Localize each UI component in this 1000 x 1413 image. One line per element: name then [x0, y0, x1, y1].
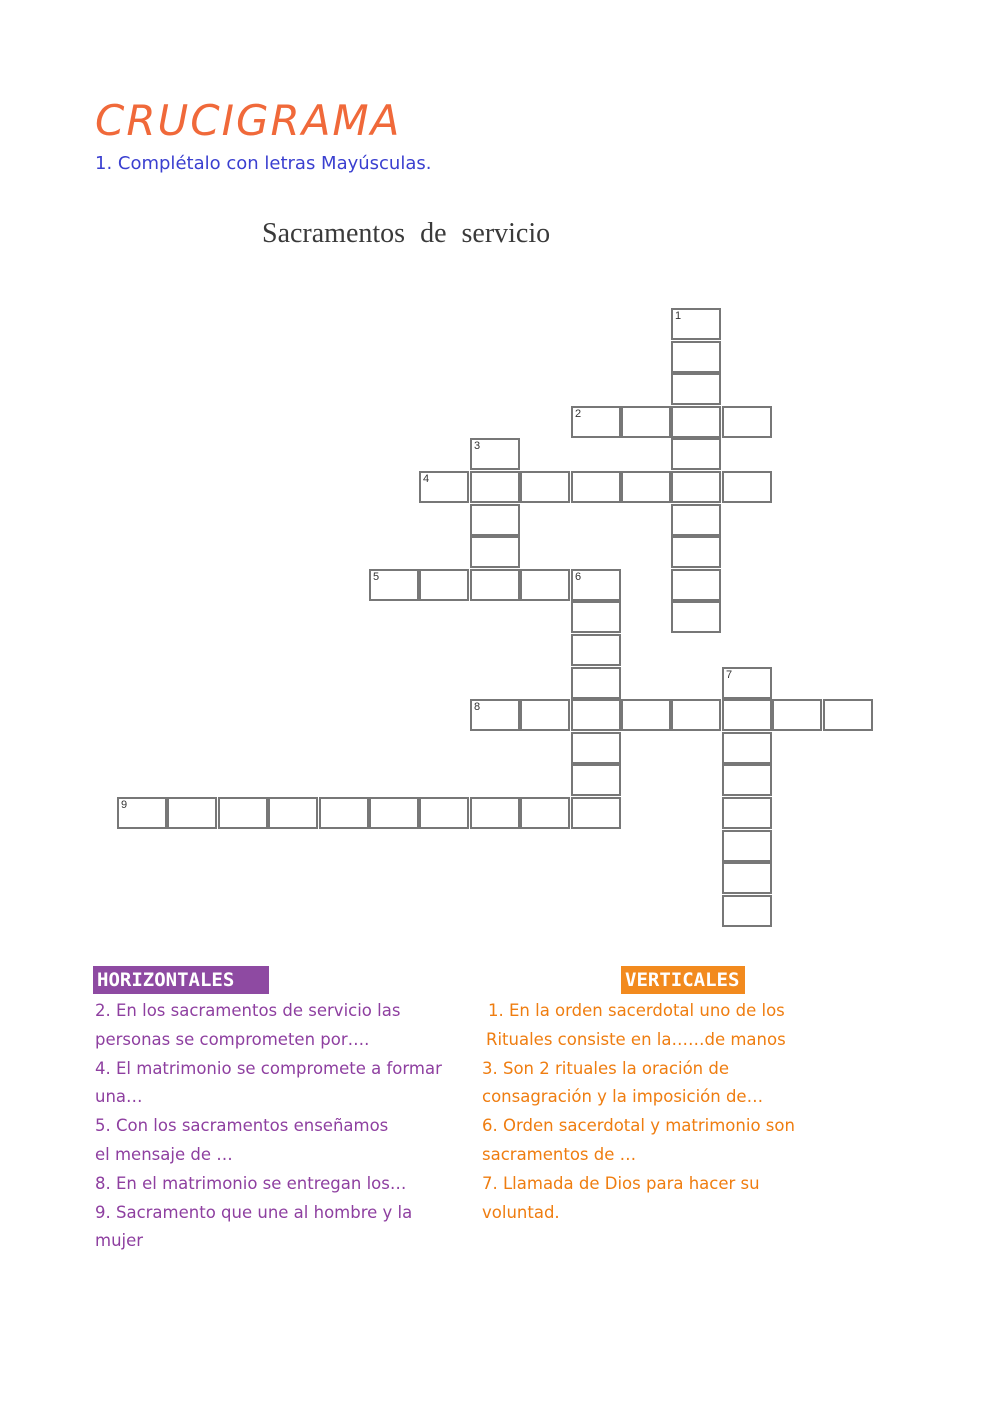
- crossword-cell[interactable]: [520, 569, 570, 601]
- clue-number: 2: [575, 408, 582, 420]
- crossword-cell[interactable]: [571, 699, 621, 731]
- crossword-cell[interactable]: [722, 862, 772, 894]
- crossword-cell[interactable]: [722, 732, 772, 764]
- crossword-subtitle: Sacramentos de servicio: [262, 218, 551, 249]
- crossword-cell[interactable]: [571, 634, 621, 666]
- crossword-cell[interactable]: [520, 797, 570, 829]
- crossword-cell[interactable]: [419, 797, 469, 829]
- clue-line: 3. Son 2 rituales la oración de: [482, 1058, 729, 1078]
- clue-line: una…: [95, 1087, 143, 1107]
- clue-line: personas se comprometen por….: [95, 1029, 370, 1049]
- crossword-cell[interactable]: [571, 667, 621, 699]
- crossword-cell[interactable]: [722, 667, 772, 699]
- crossword-cell[interactable]: [369, 797, 419, 829]
- clue-line: 8. En el matrimonio se entregan los…: [95, 1173, 407, 1193]
- crossword-cell[interactable]: [671, 601, 721, 633]
- verticales-heading: VERTICALES: [621, 966, 745, 994]
- clue-number: 5: [373, 571, 380, 583]
- crossword-cell[interactable]: [722, 895, 772, 927]
- crossword-cell[interactable]: [722, 830, 772, 862]
- crossword-cell[interactable]: [218, 797, 268, 829]
- vertical-clues-list: [482, 997, 812, 1227]
- horizontal-clues-list: [95, 997, 455, 1256]
- clue-number: 3: [474, 440, 481, 452]
- crossword-cell[interactable]: [671, 406, 721, 438]
- crossword-cell[interactable]: [671, 504, 721, 536]
- clue-line: sacramentos de …: [482, 1144, 637, 1164]
- crossword-cell[interactable]: [419, 471, 469, 503]
- clue-line: voluntad.: [482, 1202, 560, 1222]
- crossword-cell[interactable]: [571, 601, 621, 633]
- crossword-cell[interactable]: [722, 471, 772, 503]
- clue-line: el mensaje de …: [95, 1144, 233, 1164]
- crossword-cell[interactable]: [772, 699, 822, 731]
- crossword-cell[interactable]: [722, 406, 772, 438]
- clue-number: 7: [726, 669, 733, 681]
- crossword-cell[interactable]: [671, 569, 721, 601]
- crossword-cell[interactable]: [470, 699, 520, 731]
- crossword-cell[interactable]: [671, 308, 721, 340]
- crossword-cell[interactable]: [117, 797, 167, 829]
- clue-line: 2. En los sacramentos de servicio las: [95, 1001, 401, 1020]
- crossword-cell[interactable]: [722, 764, 772, 796]
- crossword-cell[interactable]: [571, 471, 621, 503]
- crossword-cell[interactable]: [470, 797, 520, 829]
- page-title: CRUCIGRAMA: [95, 96, 402, 145]
- clue-line: Rituales consiste en la……de manos: [486, 1029, 786, 1049]
- crossword-cell[interactable]: [470, 471, 520, 503]
- clue-line: 6. Orden sacerdotal y matrimonio son: [482, 1116, 795, 1136]
- crossword-cell[interactable]: [823, 699, 873, 731]
- crossword-cell[interactable]: [520, 699, 570, 731]
- crossword-cell[interactable]: [470, 536, 520, 568]
- crossword-cell[interactable]: [419, 569, 469, 601]
- crossword-cell[interactable]: [722, 797, 772, 829]
- crossword-cell[interactable]: [319, 797, 369, 829]
- crossword-cell[interactable]: [571, 406, 621, 438]
- crossword-cell[interactable]: [671, 373, 721, 405]
- crossword-cell[interactable]: [470, 569, 520, 601]
- clue-line: 7. Llamada de Dios para hacer su: [482, 1173, 760, 1193]
- crossword-cell[interactable]: [470, 504, 520, 536]
- clue-line: consagración y la imposición de…: [482, 1087, 764, 1107]
- crossword-cell[interactable]: [268, 797, 318, 829]
- clue-number: 1: [675, 310, 682, 322]
- clue-line: mujer: [95, 1231, 144, 1251]
- crossword-cell[interactable]: [621, 406, 671, 438]
- crossword-cell[interactable]: [571, 569, 621, 601]
- crossword-cell[interactable]: [621, 471, 671, 503]
- crossword-cell[interactable]: [571, 797, 621, 829]
- crossword-cell[interactable]: [671, 341, 721, 373]
- crossword-cell[interactable]: [470, 438, 520, 470]
- crossword-cell[interactable]: [520, 471, 570, 503]
- instruction-text: 1. Complétalo con letras Mayúsculas.: [95, 153, 432, 174]
- crossword-cell[interactable]: [369, 569, 419, 601]
- crossword-cell[interactable]: [571, 732, 621, 764]
- clue-line: 9. Sacramento que une al hombre y la: [95, 1202, 413, 1222]
- clue-number: 6: [575, 571, 582, 583]
- crossword-cell[interactable]: [167, 797, 217, 829]
- clue-number: 4: [423, 473, 430, 485]
- clue-number: 8: [474, 701, 481, 713]
- clue-line: 5. Con los sacramentos enseñamos: [95, 1116, 389, 1136]
- horizontales-heading: HORIZONTALES: [93, 966, 269, 994]
- clue-number: 9: [121, 799, 128, 811]
- clue-line: 1. En la orden sacerdotal uno de los: [488, 1001, 785, 1020]
- crossword-cell[interactable]: [671, 438, 721, 470]
- crossword-cell[interactable]: [671, 536, 721, 568]
- crossword-cell[interactable]: [671, 699, 721, 731]
- crossword-cell[interactable]: [722, 699, 772, 731]
- crossword-cell[interactable]: [571, 764, 621, 796]
- crossword-cell[interactable]: [621, 699, 671, 731]
- crossword-cell[interactable]: [671, 471, 721, 503]
- clue-line: 4. El matrimonio se compromete a formar: [95, 1058, 442, 1078]
